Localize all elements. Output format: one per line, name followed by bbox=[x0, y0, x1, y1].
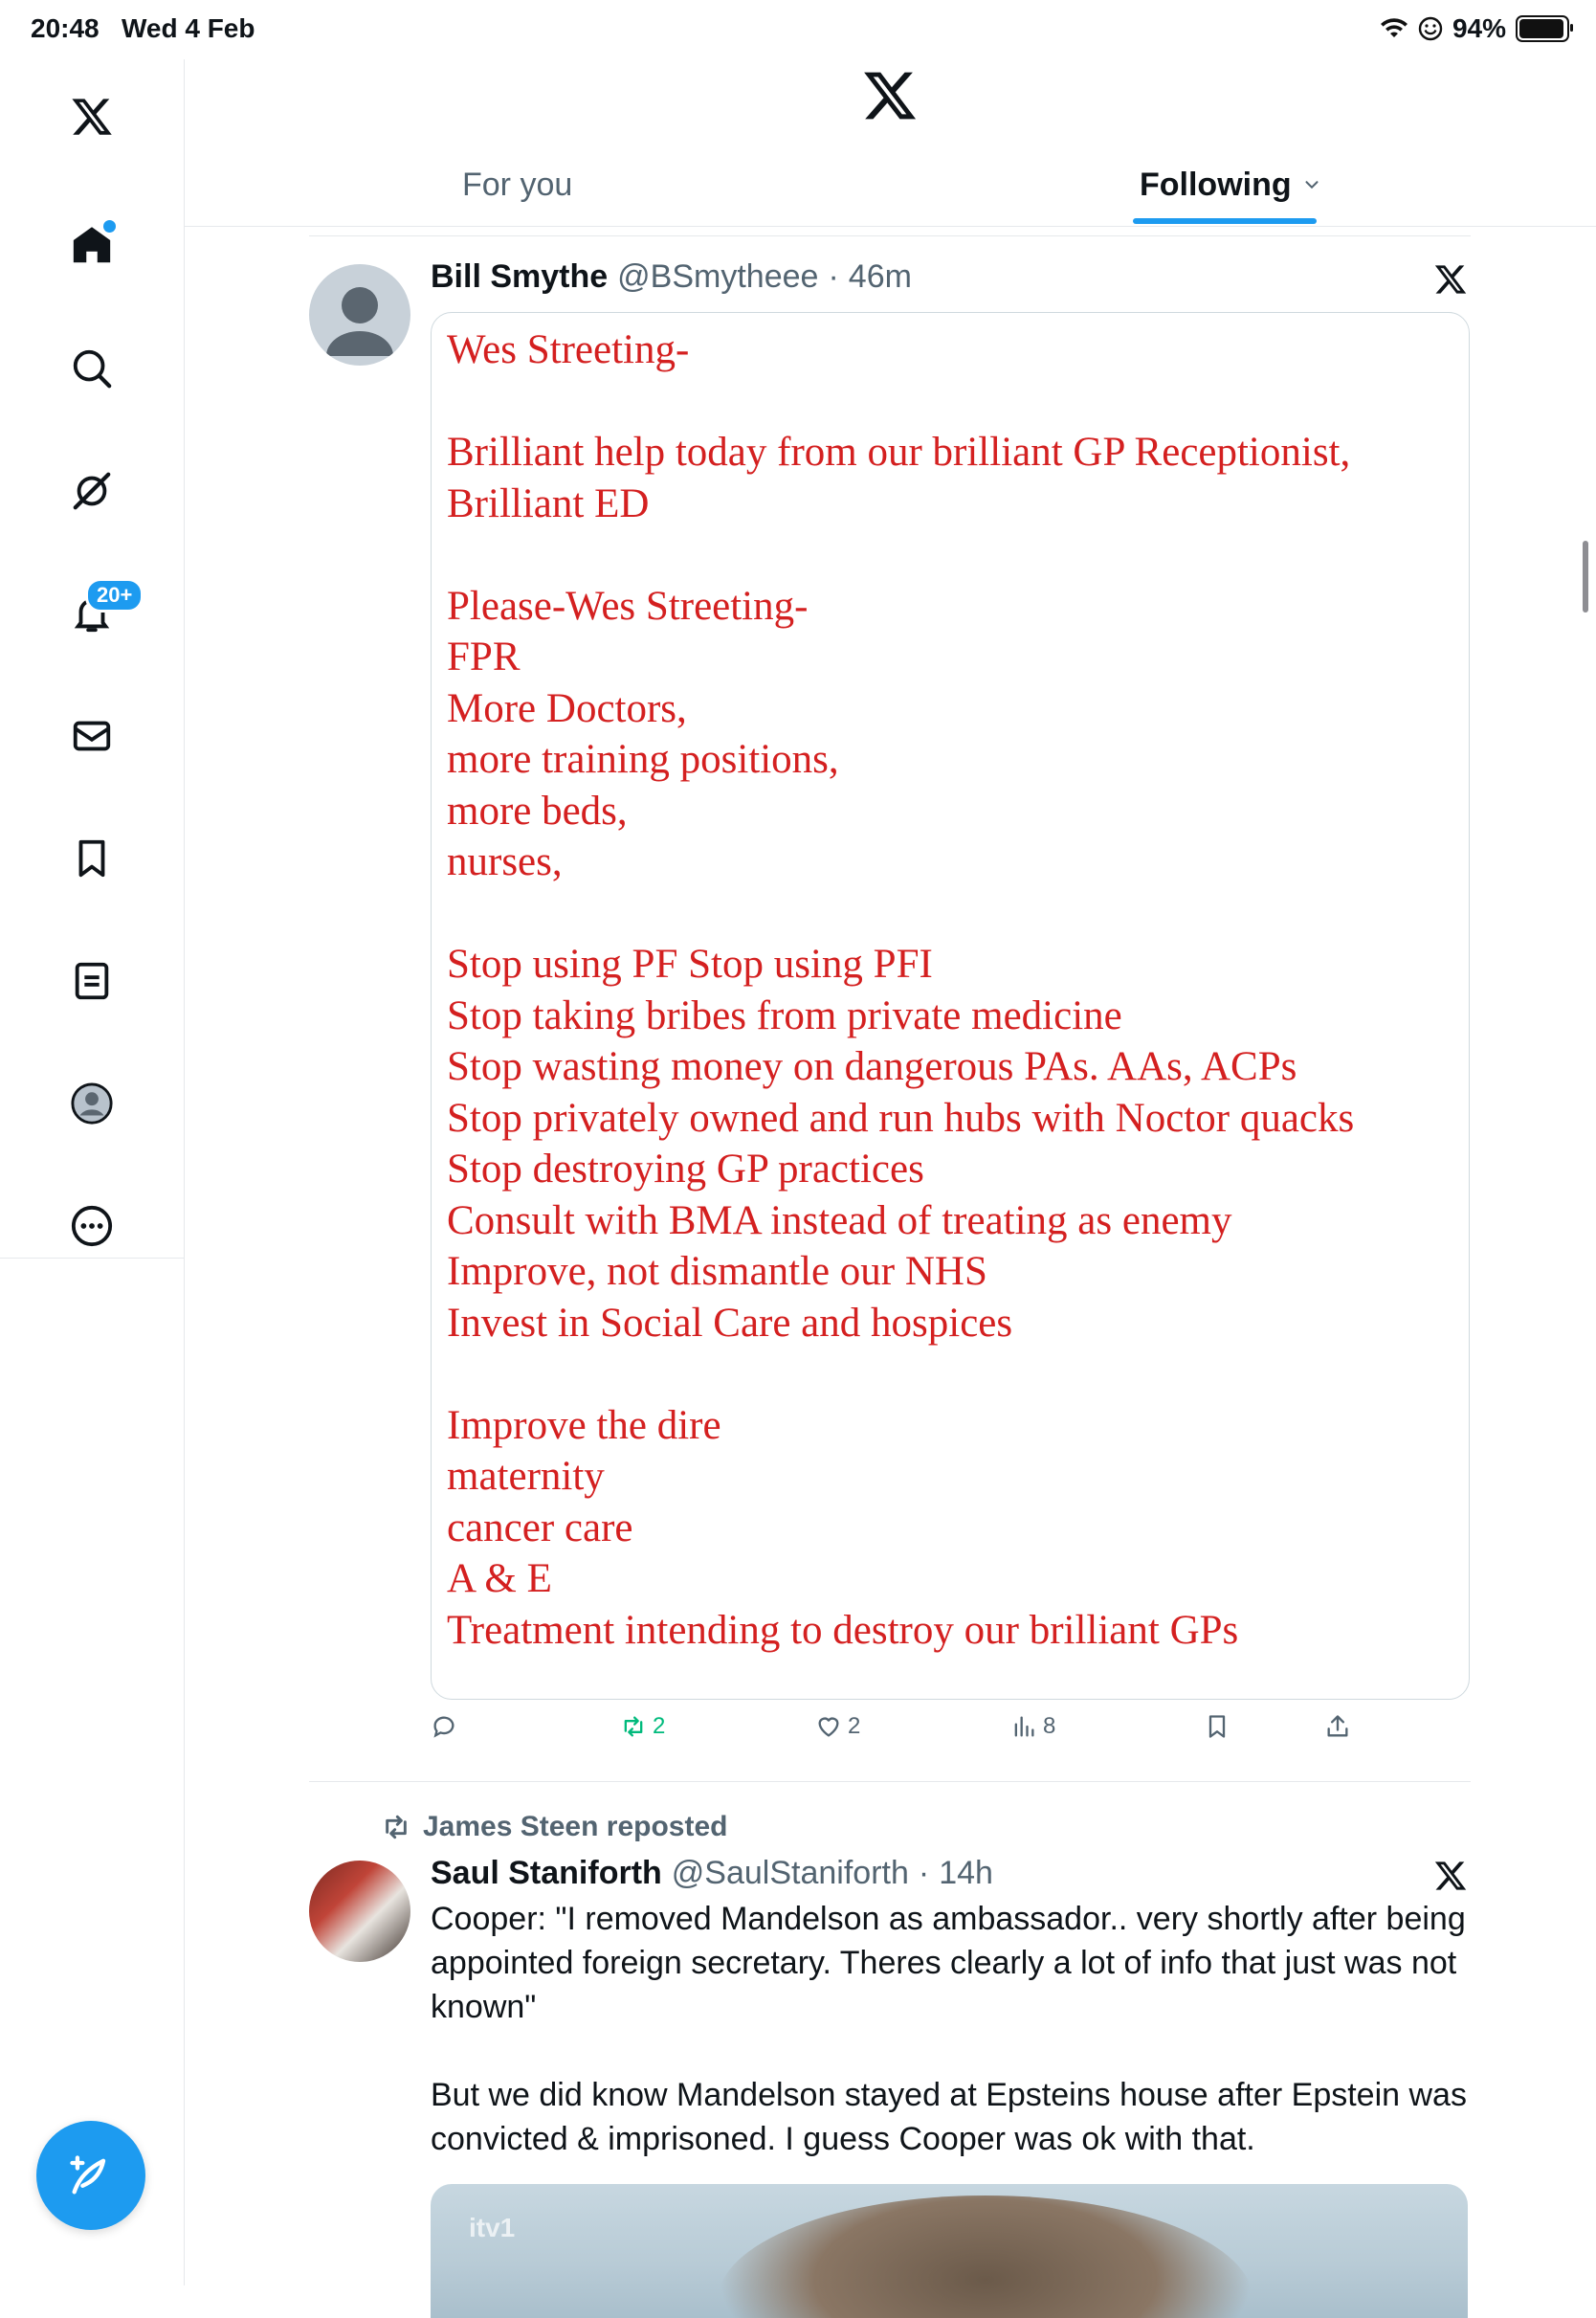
tab-following-label: Following bbox=[1140, 166, 1292, 203]
image-text-line bbox=[447, 888, 1354, 940]
image-text-line: maternity bbox=[447, 1454, 605, 1499]
image-text-line: more training positions, bbox=[447, 737, 839, 782]
image-text-line: Brilliant help today from our brilliant GP Receptionist, bbox=[447, 430, 1351, 475]
tweet-text-paragraph: Cooper: "I removed Mandelson as ambassador.. very shortly after being appointed foreign secretary. Theres clearly a lot of info that just was not known" bbox=[431, 1901, 1466, 2025]
heart-icon bbox=[815, 1713, 842, 1740]
x-logo-icon[interactable] bbox=[58, 83, 125, 150]
repost-count: 2 bbox=[653, 1713, 666, 1739]
avatar[interactable] bbox=[309, 264, 410, 366]
lists-icon[interactable] bbox=[58, 947, 125, 1014]
tweet-text-paragraph: But we did know Mandelson stayed at Epsteins house after Epstein was convicted & imprisoned. I guess Cooper was ok with that. bbox=[431, 2077, 1467, 2157]
messages-envelope-icon[interactable] bbox=[58, 702, 125, 769]
view-count: 8 bbox=[1043, 1713, 1056, 1739]
feed-divider bbox=[309, 235, 1471, 236]
image-text-line: More Doctors, bbox=[447, 685, 687, 731]
tweet-actions bbox=[431, 1713, 1468, 1761]
repost-icon bbox=[620, 1713, 647, 1740]
author-handle[interactable]: @SaulStaniforth bbox=[671, 1855, 909, 1891]
tweet-image[interactable] bbox=[431, 312, 1470, 1700]
tweet-header bbox=[431, 1855, 993, 1892]
like-count: 2 bbox=[848, 1713, 861, 1739]
image-text-line bbox=[447, 376, 1354, 428]
compose-feather-icon bbox=[66, 2151, 116, 2200]
image-text-line: Improve, not dismantle our NHS bbox=[447, 1249, 987, 1294]
status-indicators bbox=[1380, 13, 1569, 44]
like-button[interactable] bbox=[815, 1713, 860, 1740]
tweet-text bbox=[431, 1897, 1474, 2161]
image-text-line: Wes Streeting- bbox=[447, 327, 690, 372]
image-text-line: FPR bbox=[447, 635, 521, 680]
repost-context[interactable] bbox=[381, 1811, 727, 1843]
home-icon[interactable] bbox=[58, 212, 125, 279]
author-handle[interactable]: @BSmytheee bbox=[617, 258, 819, 295]
tweet-timestamp[interactable]: 46m bbox=[848, 258, 912, 295]
image-text-line: Stop using PF Stop using PFI bbox=[447, 942, 933, 987]
image-text-line: Consult with BMA instead of treating as enemy bbox=[447, 1197, 1232, 1243]
search-icon[interactable] bbox=[58, 335, 125, 402]
battery-icon bbox=[1516, 15, 1569, 42]
image-text-line: nurses, bbox=[447, 839, 563, 884]
chevron-down-icon bbox=[1301, 174, 1322, 195]
image-text-line: more beds, bbox=[447, 788, 628, 834]
author-name[interactable]: Bill Smythe bbox=[431, 258, 609, 295]
image-text-line: A & E bbox=[447, 1556, 552, 1601]
image-text-line bbox=[447, 1348, 1354, 1400]
media-person-image bbox=[718, 2195, 1253, 2318]
sidebar-divider bbox=[0, 1258, 184, 1259]
repost-button[interactable] bbox=[620, 1713, 665, 1740]
tab-following[interactable] bbox=[1140, 144, 1322, 226]
share-button[interactable] bbox=[1324, 1713, 1351, 1740]
more-options-icon[interactable] bbox=[58, 1192, 125, 1259]
views-bar-icon bbox=[1010, 1713, 1037, 1740]
reply-button[interactable] bbox=[431, 1713, 457, 1740]
header-x-logo-icon[interactable] bbox=[861, 67, 919, 124]
tweet-timestamp[interactable]: 14h bbox=[939, 1855, 993, 1891]
battery-percent: 94% bbox=[1452, 13, 1506, 43]
image-text-line: Stop taking bribes from private medicine bbox=[447, 992, 1122, 1038]
image-text-line bbox=[447, 529, 1354, 581]
separator-dot: · bbox=[918, 1855, 930, 1891]
wifi-icon bbox=[1380, 17, 1408, 40]
active-tab-indicator bbox=[1133, 218, 1317, 224]
bookmark-button[interactable] bbox=[1204, 1713, 1230, 1740]
scrollbar[interactable] bbox=[1583, 541, 1588, 613]
image-text-line: Invest in Social Care and hospices bbox=[447, 1300, 1013, 1346]
status-date: Wed 4 Feb bbox=[121, 13, 255, 43]
status-time-date bbox=[31, 13, 255, 44]
x-badge-icon bbox=[1433, 262, 1468, 297]
sidebar bbox=[0, 59, 185, 2285]
views-button[interactable] bbox=[1010, 1713, 1055, 1740]
notifications-badge: 20+ bbox=[85, 578, 144, 613]
avatar[interactable] bbox=[309, 1861, 410, 1962]
timeline-tabs bbox=[185, 144, 1596, 227]
image-text-line: cancer care bbox=[447, 1504, 633, 1550]
reposted-by-label: James Steen reposted bbox=[423, 1811, 728, 1842]
image-text-line: Please-Wes Streeting- bbox=[447, 583, 809, 629]
tweet-media[interactable] bbox=[431, 2184, 1468, 2318]
home-unread-dot bbox=[103, 220, 116, 233]
x-badge-icon bbox=[1433, 1859, 1468, 1893]
focus-smiley-icon bbox=[1418, 16, 1443, 41]
image-text-line: Stop wasting money on dangerous PAs. AAs, ACPs bbox=[447, 1044, 1297, 1089]
tab-for-you-label: For you bbox=[462, 166, 573, 203]
reply-icon bbox=[431, 1713, 457, 1740]
image-text-line: Treatment intending to destroy our brilliant GPs bbox=[447, 1607, 1239, 1653]
tab-for-you[interactable] bbox=[462, 144, 572, 226]
image-text-block bbox=[447, 324, 1354, 1656]
notifications-bell-icon[interactable] bbox=[58, 580, 133, 647]
media-channel-logo: itv1 bbox=[469, 2213, 516, 2242]
bookmark-icon bbox=[1204, 1713, 1230, 1740]
image-text-line: Stop destroying GP practices bbox=[447, 1147, 924, 1192]
status-bar bbox=[0, 0, 1596, 59]
image-text-line: Improve the dire bbox=[447, 1402, 721, 1448]
status-time: 20:48 bbox=[31, 13, 100, 43]
author-name[interactable]: Saul Staniforth bbox=[431, 1855, 662, 1891]
repost-icon bbox=[381, 1812, 411, 1842]
separator-dot: · bbox=[828, 258, 839, 295]
image-text-line: Brilliant ED bbox=[447, 480, 650, 526]
tweet-header bbox=[431, 258, 912, 296]
default-avatar-icon bbox=[309, 264, 410, 366]
tweet-divider bbox=[309, 1781, 1471, 1782]
grok-icon[interactable] bbox=[58, 457, 125, 524]
compose-post-button[interactable] bbox=[36, 2121, 145, 2230]
image-text-line: Stop privately owned and run hubs with Noctor quacks bbox=[447, 1095, 1355, 1141]
share-icon bbox=[1324, 1713, 1351, 1740]
profile-avatar-icon[interactable] bbox=[58, 1070, 125, 1137]
bookmarks-icon[interactable] bbox=[58, 825, 125, 892]
